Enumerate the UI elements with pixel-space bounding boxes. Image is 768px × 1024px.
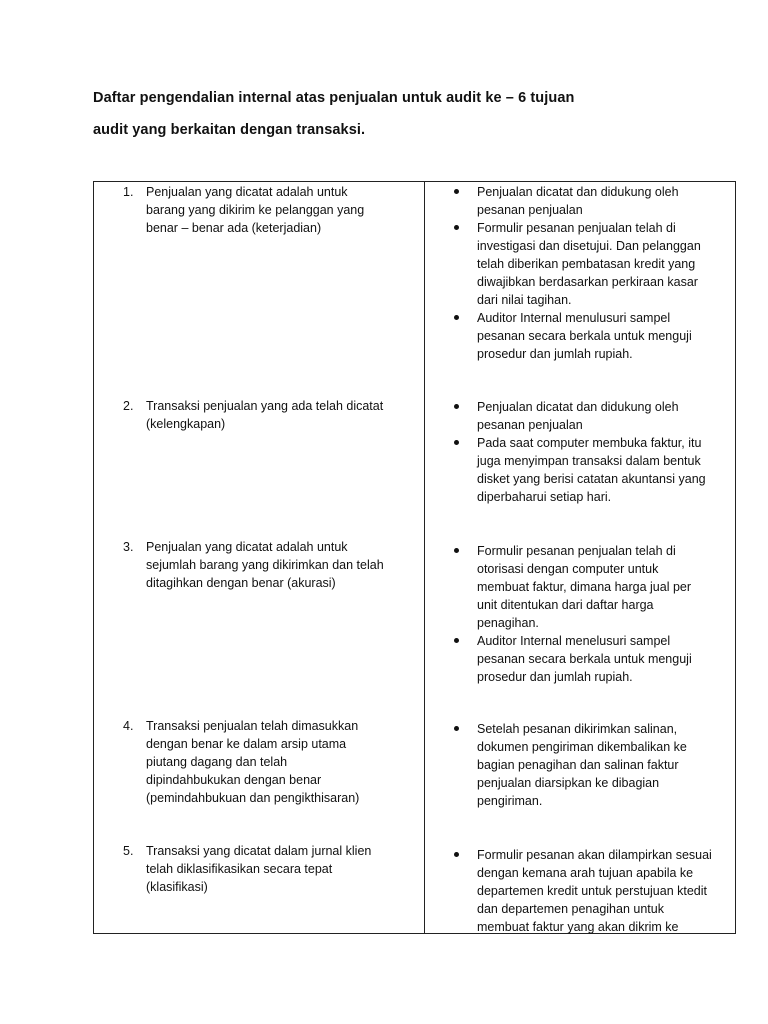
bullet-icon bbox=[454, 852, 459, 857]
control-text: Formulir pesanan penjualan telah di investigasi dan disetujui. Dan pelanggan telah diberikan pembatasan kredit yang diwajibkan berdasarkan perkiraan kasar dari nilai tagihan. bbox=[477, 221, 701, 307]
control-item bbox=[452, 309, 734, 363]
control-item bbox=[452, 720, 734, 810]
row-number: 1. bbox=[123, 185, 134, 199]
control-list-3 bbox=[452, 542, 734, 686]
row-number: 4. bbox=[123, 719, 134, 733]
column-divider bbox=[424, 182, 425, 933]
row-number: 5. bbox=[123, 844, 134, 858]
control-list-4 bbox=[452, 720, 734, 810]
control-item bbox=[452, 219, 734, 309]
control-text: Setelah pesanan dikirimkan salinan, dokumen pengiriman dikembalikan ke bagian penagihan dan salinan faktur penjualan diarsipkan ke dibagian pengiriman. bbox=[477, 722, 687, 808]
control-list-1 bbox=[452, 183, 734, 363]
control-item bbox=[452, 398, 734, 434]
control-text: Auditor Internal menulusuri sampel pesanan secara berkala untuk menguji prosedur dan jumlah rupiah. bbox=[477, 311, 692, 361]
control-text: Auditor Internal menelusuri sampel pesanan secara berkala untuk menguji prosedur dan jumlah rupiah. bbox=[477, 634, 692, 684]
bullet-icon bbox=[454, 225, 459, 230]
document-title-line-2: audit yang berkaitan dengan transaksi. bbox=[93, 122, 366, 138]
objective-text: Transaksi penjualan telah dimasukkan dengan benar ke dalam arsip utama piutang dagang dan telah dipindahbukukan dengan benar (pemindahbukuan dan pengikthisaran) bbox=[146, 719, 360, 805]
controls-table bbox=[93, 181, 736, 934]
bullet-icon bbox=[454, 404, 459, 409]
control-item bbox=[452, 434, 734, 506]
bullet-icon bbox=[454, 638, 459, 643]
bullet-icon bbox=[454, 548, 459, 553]
row-number: 2. bbox=[123, 399, 134, 413]
control-item bbox=[452, 632, 734, 686]
control-item bbox=[452, 542, 734, 632]
bullet-icon bbox=[454, 440, 459, 445]
objective-text: Penjualan yang dicatat adalah untuk sejumlah barang yang dikirimkan dan telah ditagihkan dengan benar (akurasi) bbox=[146, 540, 384, 590]
objective-text: Transaksi yang dicatat dalam jurnal klien telah diklasifikasikan secara tepat (klasifikasi) bbox=[146, 844, 372, 894]
control-item bbox=[452, 183, 734, 219]
control-item bbox=[452, 846, 734, 936]
control-text: Formulir pesanan penjualan telah di otorisasi dengan computer untuk membuat faktur, dimana harga jual per unit ditentukan dari daftar harga penagihan. bbox=[477, 544, 692, 630]
control-text: Pada saat computer membuka faktur, itu juga menyimpan transaksi dalam bentuk disket yang berisi catatan akuntansi yang diperbaharui setiap hari. bbox=[477, 436, 706, 504]
document-title-line-1: Daftar pengendalian internal atas penjualan untuk audit ke – 6 tujuan bbox=[93, 90, 575, 106]
bullet-icon bbox=[454, 726, 459, 731]
control-list-2 bbox=[452, 398, 734, 506]
control-text: Penjualan dicatat dan didukung oleh pesanan penjualan bbox=[477, 400, 679, 432]
control-text: Formulir pesanan akan dilampirkan sesuai dengan kemana arah tujuan apabila ke departemen kredit untuk perstujuan ktedit dan departemen penagihan untuk membuat faktur yang akan dikrim ke bbox=[477, 848, 712, 934]
objective-text: Penjualan yang dicatat adalah untuk barang yang dikirim ke pelanggan yang benar – benar ada (keterjadian) bbox=[146, 185, 365, 235]
bullet-icon bbox=[454, 315, 459, 320]
row-number: 3. bbox=[123, 540, 134, 554]
control-text: Penjualan dicatat dan didukung oleh pesanan penjualan bbox=[477, 185, 679, 217]
objective-text: Transaksi penjualan yang ada telah dicatat (kelengkapan) bbox=[146, 399, 384, 431]
bullet-icon bbox=[454, 189, 459, 194]
control-list-5 bbox=[452, 846, 734, 936]
